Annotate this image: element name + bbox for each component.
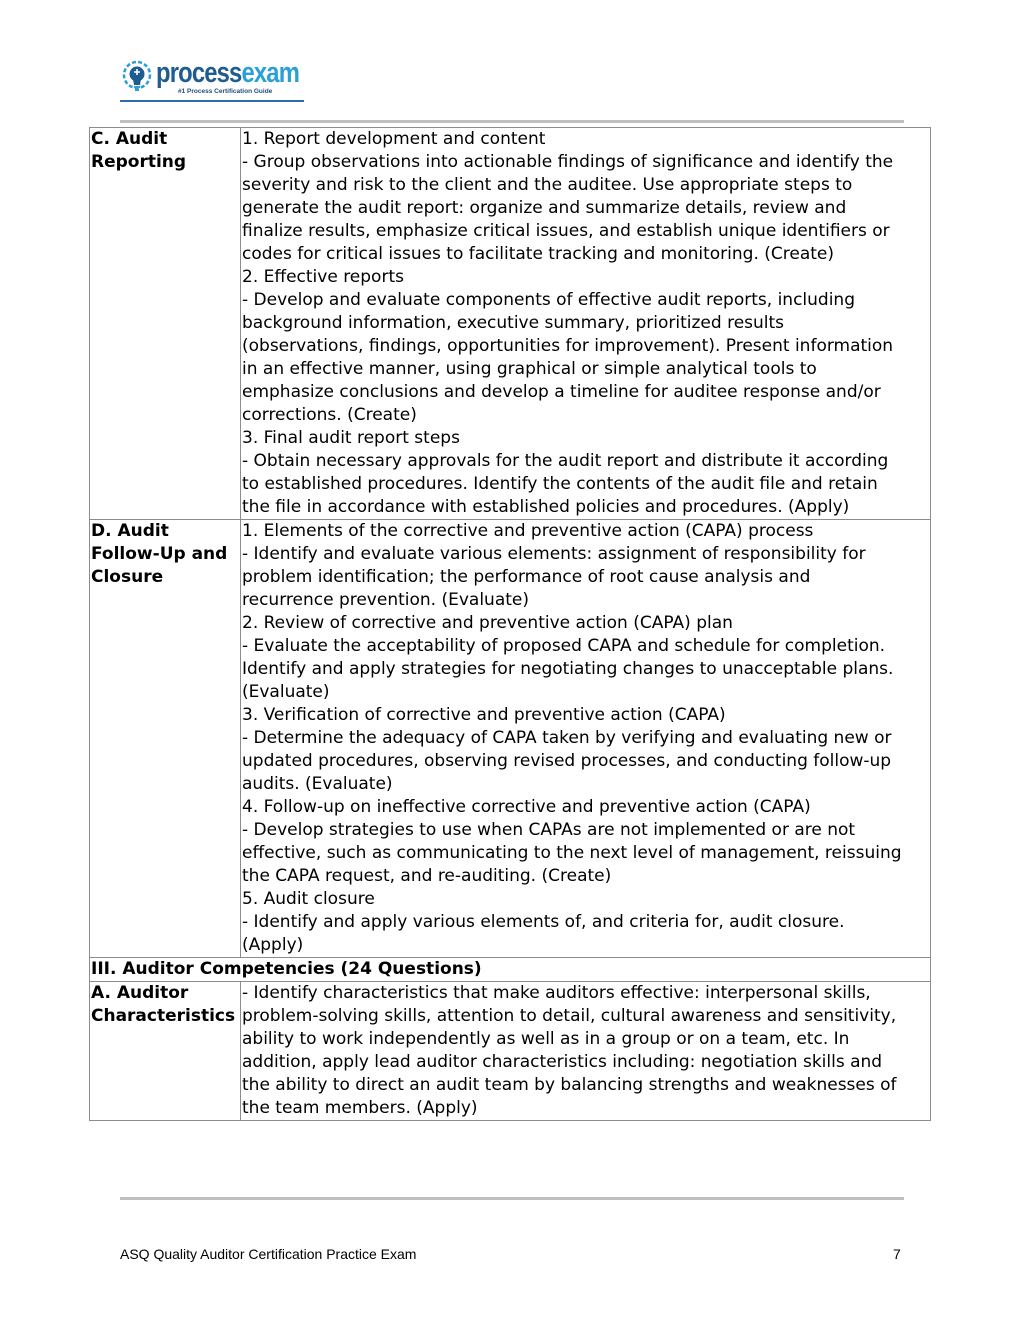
- row-label-line: D. Audit: [91, 521, 169, 541]
- footer-divider: [120, 1197, 904, 1200]
- table-row-section-heading: [90, 958, 931, 982]
- content-line: 2. Review of corrective and preventive action (CAPA) plan: [242, 613, 733, 633]
- table-row-audit-follow-up: [90, 520, 931, 958]
- table-row-auditor-characteristics: [90, 982, 931, 1121]
- content-line: - Evaluate the acceptability of proposed CAPA and schedule for completion.: [242, 636, 886, 656]
- lightbulb-gear-icon: [120, 60, 154, 96]
- content-line: ability to work independently as well as in a group or on a team, etc. In: [242, 1029, 850, 1049]
- content-line: the CAPA request, and re-auditing. (Create): [242, 866, 612, 886]
- content-line: codes for critical issues to facilitate tracking and monitoring. (Create): [242, 244, 835, 264]
- logo-wordmark: [156, 58, 299, 88]
- content-line: 2. Effective reports: [242, 267, 404, 287]
- row-label-audit-follow-up: [90, 520, 241, 958]
- content-line: recurrence prevention. (Evaluate): [242, 590, 529, 610]
- syllabus-table: [89, 127, 931, 1121]
- content-line: problem identification; the performance of root cause analysis and: [242, 567, 811, 587]
- content-line: - Develop strategies to use when CAPAs are not implemented or are not: [242, 820, 856, 840]
- processexam-logo: [120, 58, 310, 104]
- content-line: the ability to direct an audit team by balancing strengths and weaknesses of: [242, 1075, 897, 1095]
- row-label-line: Closure: [91, 567, 164, 587]
- row-label-line: Follow-Up and: [91, 544, 228, 564]
- row-content-audit-follow-up: [241, 520, 931, 958]
- row-label-auditor-characteristics: [90, 982, 241, 1121]
- content-line: finalize results, emphasize critical issues, and establish unique identifiers or: [242, 221, 890, 241]
- content-line: - Obtain necessary approvals for the audit report and distribute it according: [242, 451, 889, 471]
- content-line: audits. (Evaluate): [242, 774, 393, 794]
- row-label-line: C. Audit: [91, 129, 168, 149]
- row-content-auditor-characteristics: [241, 982, 931, 1121]
- content-line: updated procedures, observing revised processes, and conducting follow-up: [242, 751, 892, 771]
- row-label-audit-reporting: [90, 128, 241, 520]
- content-line: (Apply): [242, 935, 304, 955]
- content-line: severity and risk to the client and the auditee. Use appropriate steps to: [242, 175, 853, 195]
- header-divider: [120, 120, 904, 123]
- content-line: 3. Final audit report steps: [242, 428, 460, 448]
- content-line: - Determine the adequacy of CAPA taken by verifying and evaluating new or: [242, 728, 892, 748]
- page-number: 7: [893, 1246, 901, 1262]
- content-line: emphasize conclusions and develop a timeline for auditee response and/or: [242, 382, 881, 402]
- content-line: problem-solving skills, attention to detail, cultural awareness and sensitivity,: [242, 1006, 897, 1026]
- content-line: background information, executive summary, prioritized results: [242, 313, 785, 333]
- content-line: 3. Verification of corrective and preventive action (CAPA): [242, 705, 726, 725]
- content-line: addition, apply lead auditor characteristics including: negotiation skills and: [242, 1052, 883, 1072]
- content-line: corrections. (Create): [242, 405, 417, 425]
- row-label-line: Reporting: [91, 152, 187, 172]
- content-line: the team members. (Apply): [242, 1098, 478, 1118]
- content-line: Identify and apply strategies for negotiating changes to unacceptable plans.: [242, 659, 894, 679]
- content-line: - Identify characteristics that make auditors effective: interpersonal skills,: [242, 983, 871, 1003]
- content-line: - Identify and evaluate various elements: assignment of responsibility for: [242, 544, 866, 564]
- content-line: - Identify and apply various elements of, and criteria for, audit closure.: [242, 912, 845, 932]
- content-line: - Develop and evaluate components of effective audit reports, including: [242, 290, 855, 310]
- content-line: in an effective manner, using graphical or simple analytical tools to: [242, 359, 817, 379]
- logo-word-process: process: [156, 57, 242, 89]
- row-label-line: A. Auditor: [91, 983, 189, 1003]
- content-line: - Group observations into actionable findings of significance and identify the: [242, 152, 894, 172]
- logo-tagline: #1 Process Certification Guide: [178, 88, 273, 95]
- content-line: generate the audit report: organize and summarize details, review and: [242, 198, 847, 218]
- content-line: (Evaluate): [242, 682, 330, 702]
- content-line: 1. Elements of the corrective and preventive action (CAPA) process: [242, 521, 814, 541]
- logo-word-exam: exam: [241, 57, 300, 89]
- logo-underline: [120, 100, 304, 102]
- section-heading-auditor-competencies: III. Auditor Competencies (24 Questions): [90, 958, 931, 982]
- content-line: effective, such as communicating to the next level of management, reissuing: [242, 843, 902, 863]
- row-content-audit-reporting: [241, 128, 931, 520]
- content-line: (observations, findings, opportunities for improvement). Present information: [242, 336, 894, 356]
- content-line: 4. Follow-up on ineffective corrective and preventive action (CAPA): [242, 797, 811, 817]
- content-line: the file in accordance with established policies and procedures. (Apply): [242, 497, 850, 517]
- content-line: 1. Report development and content: [242, 129, 546, 149]
- table-row-audit-reporting: [90, 128, 931, 520]
- content-line: 5. Audit closure: [242, 889, 375, 909]
- row-label-line: Characteristics: [91, 1006, 236, 1026]
- footer-title: ASQ Quality Auditor Certification Practice Exam: [120, 1246, 417, 1262]
- content-line: to established procedures. Identify the contents of the audit file and retain: [242, 474, 878, 494]
